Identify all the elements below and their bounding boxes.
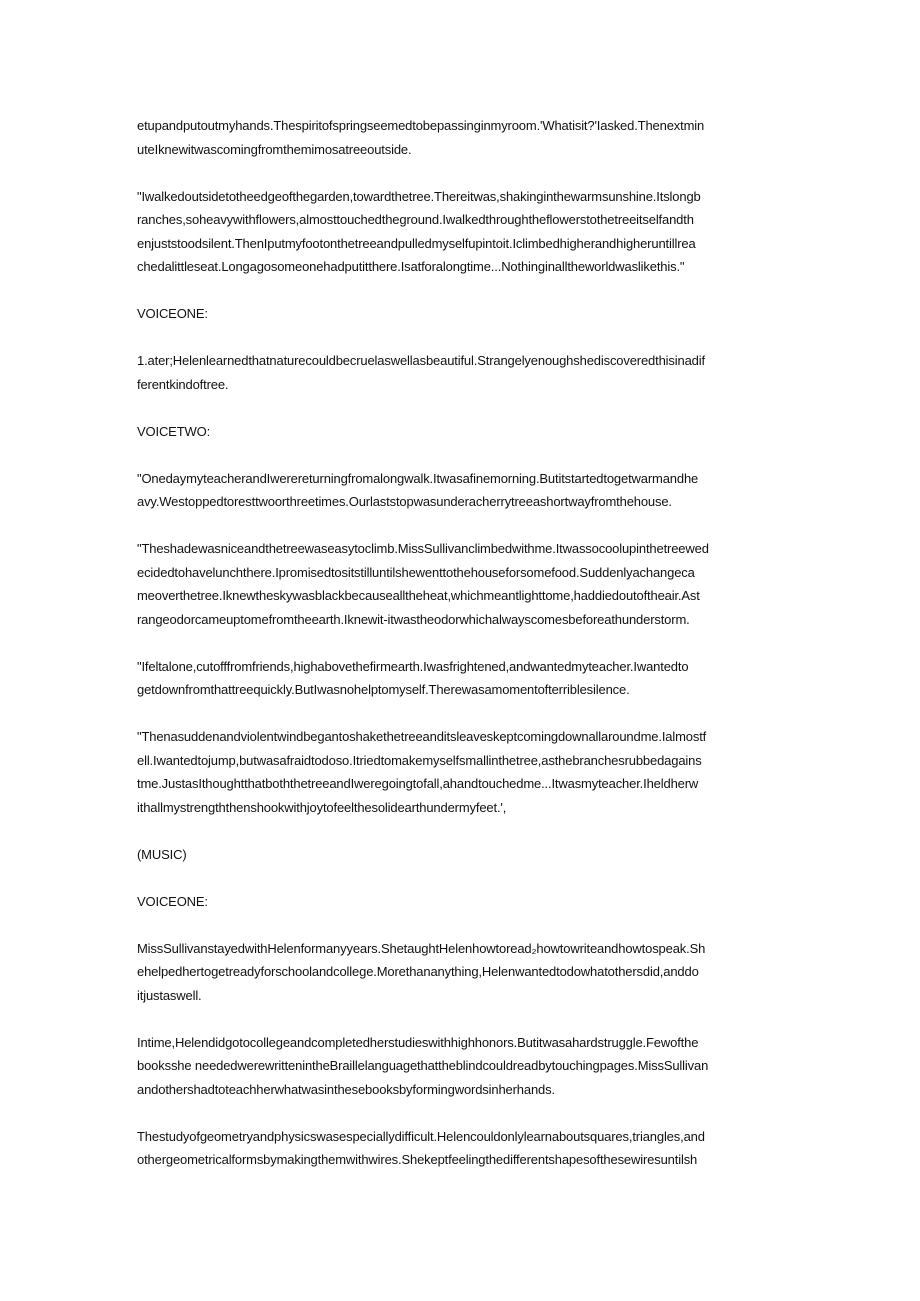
text-line: meoverthetree.Iknewtheskywasblackbecausealltheheat,whichmeantlighttome,haddiedoutoftheair.Ast	[137, 588, 700, 603]
text-line: rangeodorcameuptomefromtheearth.Iknewit-itwastheodorwhichalwayscomesbeforeathunderstorm.	[137, 611, 690, 627]
paragraph-mimosa-tree	[137, 185, 783, 279]
paragraph-long-walk	[137, 467, 783, 514]
speaker-label-voice-two	[137, 420, 783, 444]
text-line: ell.Iwantedtojump,butwasafraidtodoso.Itriedtomakemyselfsmallinthetree,asthebranchesrubbedagains	[137, 752, 702, 768]
text-line: avy.Westoppedtoresttwoorthreetimes.Ourlaststopwasunderacherrytreeashortwayfromthehouse.	[137, 494, 672, 509]
text-line: tme.JustasIthoughtthatboththetreeandIweregoingtofall,ahandtouchedme...Itwasmyteacher.Iheldherw	[137, 776, 699, 791]
text-line: chedalittleseat.Longagosomeonehadputitthere.Isatforalongtime...Nothinginalltheworldwaslikethis."	[137, 259, 685, 274]
text-line: "OnedaymyteacherandIwerereturningfromalongwalk.Itwasafinemorning.Butitstartedtogetwarmandhe	[137, 470, 699, 486]
text-line: uteIknewitwascomingfromthemimosatreeoutside.	[137, 141, 412, 157]
text-line: MissSullivanstayedwithHelenformanyyears.ShetaughtHelenhowtoread₂howtowriteandhowtospeak.Sh	[137, 940, 706, 956]
text-line: andothershadtoteachherwhatwasinthesebooksbyformingwordsinherhands.	[137, 1081, 555, 1097]
text-line: Thestudyofgeometryandphysicswasespeciallydifficult.Helencouldonlylearnaboutsquares,triangles,and	[137, 1128, 705, 1144]
text-line: enjuststoodsilent.ThenIputmyfootonthetreeandpulledmyselfupintoit.Iclimbedhigherandhigheruntillrea	[137, 235, 696, 251]
paragraph-nature-cruel	[137, 349, 783, 396]
speaker-label-voice-one	[137, 302, 783, 326]
text-line: VOICETWO:	[137, 423, 211, 439]
text-line: "Iwalkedoutsidetotheedgeofthegarden,towardthetree.Thereitwas,shakinginthewarmsunshine.Itslongb	[137, 188, 701, 204]
speaker-label-voice-one-second	[137, 890, 783, 914]
text-line: VOICEONE:	[137, 306, 208, 321]
paragraph-mimosa-intro	[137, 114, 783, 161]
text-line: Intime,Helendidgotocollegeandcompletedherstudieswithhighhonors.Butitwasahardstruggle.Fewofthe	[137, 1034, 699, 1050]
text-line: booksshe neededwerewrittenintheBraillelanguagethattheblindcouldreadbytouchingpages.MissSullivan	[137, 1058, 709, 1073]
paragraph-alone	[137, 655, 783, 702]
paragraph-geometry	[137, 1125, 783, 1172]
paragraph-sullivan-years	[137, 937, 783, 1008]
text-line: ranches,soheavywithflowers,almosttouchedtheground.Iwalkedthroughtheflowerstothetreeitselfandth	[137, 212, 694, 227]
text-line: getdownfromthattreequickly.ButIwasnohelptomyself.Therewasamomentofterriblesilence.	[137, 682, 630, 697]
music-cue	[137, 843, 783, 867]
text-line: "Thenasuddenandviolentwindbegantoshakethetreeanditsleaveskeptcomingdownallaroundme.Ialmostf	[137, 729, 707, 744]
text-line: "Theshadewasniceandthetreewaseasytoclimb.MissSullivanclimbedwithme.Itwassocoolupinthetreewed	[137, 541, 709, 556]
text-line: ecidedtohavelunchthere.Ipromisedtositstilluntilshewenttothehouseforsomefood.Suddenlyachangeca	[137, 564, 695, 580]
text-line: ithallmystrengththenshookwithjoytofeelthesolidearthundermyfeet.',	[137, 799, 507, 815]
text-line: itjustaswell.	[137, 987, 202, 1003]
text-line: 1.ater;Helenlearnedthatnaturecouldbecruelaswellasbeautiful.Strangelyenoughshediscoveredthisinadif	[137, 353, 705, 368]
text-line: etupandputoutmyhands.Thespiritofspringseemedtobepassinginmyroom.'Whatisit?'Iasked.Thenextmin	[137, 118, 705, 133]
text-line: ferentkindoftree.	[137, 376, 229, 392]
text-line: (MUSIC)	[137, 846, 187, 862]
paragraph-cherry-tree	[137, 537, 783, 631]
text-line: "Ifeltalone,cutofffromfriends,highabovethefirmearth.Iwasfrightened,andwantedmyteacher.Iwantedto	[137, 658, 689, 674]
paragraph-storm	[137, 725, 783, 819]
document-page	[137, 114, 783, 1195]
paragraph-college	[137, 1031, 783, 1102]
text-line: othergeometricalformsbymakingthemwithwires.Shekeptfeelingthedifferentshapesofthesewiresuntilsh	[137, 1152, 698, 1167]
text-line: VOICEONE:	[137, 893, 208, 909]
text-line: ehelpedhertogetreadyforschoolandcollege.Morethananything,Helenwantedtodowhatothersdid,anddo	[137, 964, 699, 979]
